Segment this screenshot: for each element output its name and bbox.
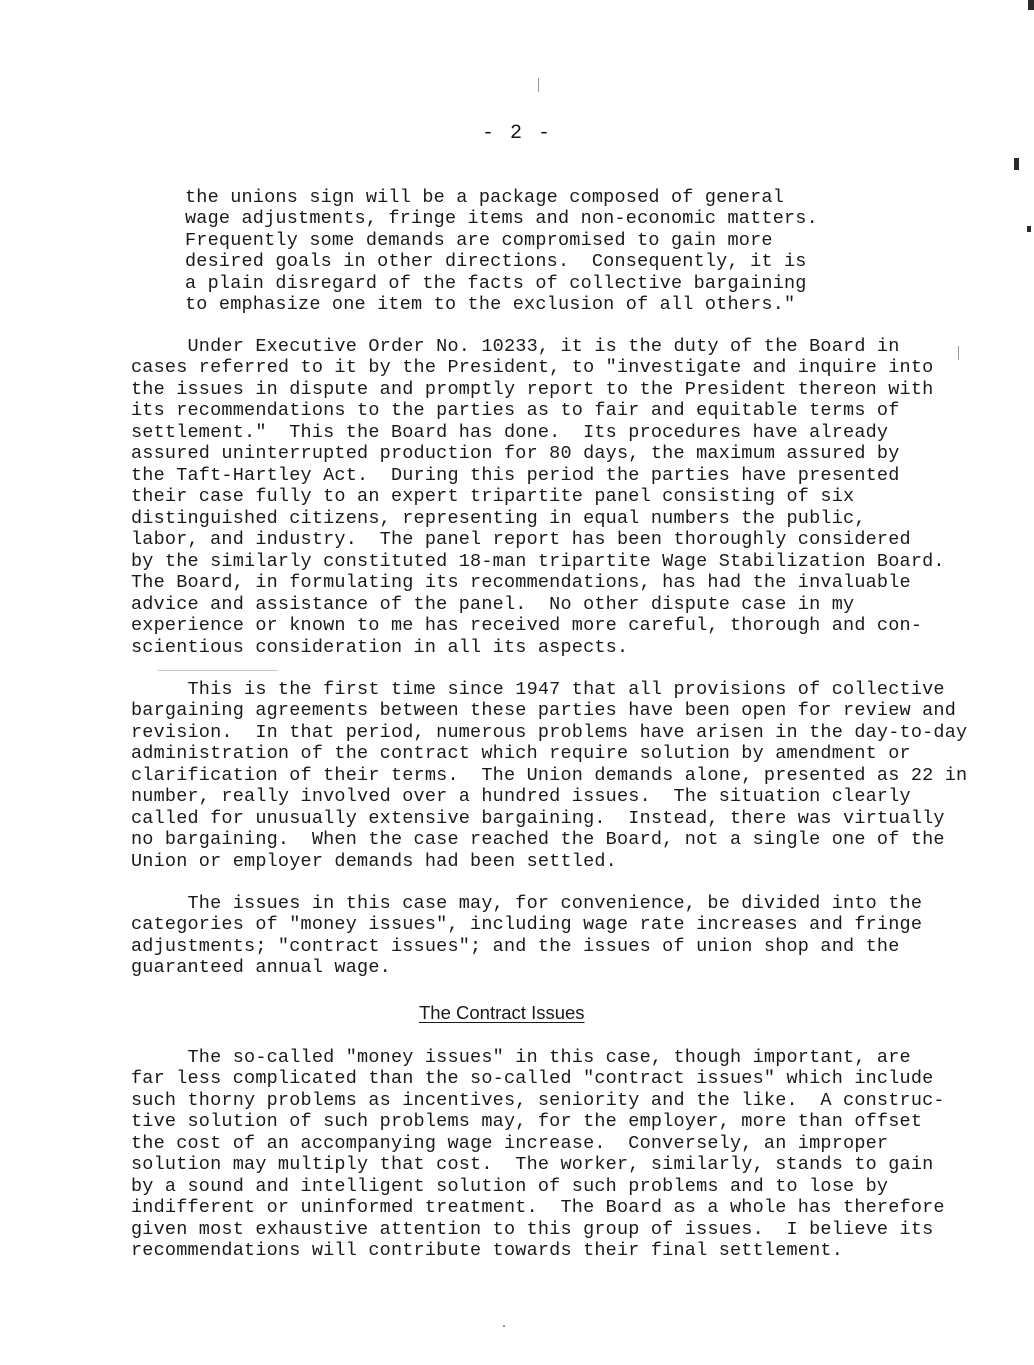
text-line: advice and assistance of the panel. No other dispute case in my <box>131 594 855 615</box>
text-line: Union or employer demands had been settled. <box>131 851 617 872</box>
scan-speck <box>503 1325 505 1327</box>
text-line: wage adjustments, fringe items and non-economic matters. <box>185 208 818 229</box>
section-heading: The Contract Issues <box>419 1002 585 1023</box>
text-line: bargaining agreements between these parties have been open for review and <box>131 700 957 721</box>
text-line: desired goals in other directions. Consequently, it is <box>185 251 807 272</box>
text-line: revision. In that period, numerous problems have arisen in the day-to-day <box>131 722 968 743</box>
scan-edge-mark <box>1028 0 1034 10</box>
scan-speck <box>538 78 539 92</box>
text-line: experience or known to me has received more careful, thorough and con- <box>131 615 923 636</box>
text-line: This is the first time since 1947 that all provisions of collective <box>131 679 945 700</box>
text-line: a plain disregard of the facts of collective bargaining <box>185 273 807 294</box>
text-line: categories of "money issues", including wage rate increases and fringe <box>131 914 923 935</box>
text-line: tive solution of such problems may, for the employer, more than offset <box>131 1111 923 1132</box>
scan-edge-mark <box>1027 226 1031 232</box>
text-line: distinguished citizens, representing in equal numbers the public, <box>131 508 866 529</box>
text-line: administration of the contract which require solution by amendment or <box>131 743 911 764</box>
text-line: Under Executive Order No. 10233, it is the duty of the Board in <box>131 336 900 357</box>
scan-speck <box>958 346 959 360</box>
text-line: cases referred to it by the President, to "investigate and inquire into <box>131 357 934 378</box>
scan-speck <box>158 670 278 671</box>
text-line: its recommendations to the parties as to fair and equitable terms of <box>131 400 900 421</box>
text-line: the cost of an accompanying wage increase. Conversely, an improper <box>131 1133 889 1154</box>
text-line: by a sound and intelligent solution of such problems and to lose by <box>131 1176 889 1197</box>
text-line: adjustments; "contract issues"; and the issues of union shop and the <box>131 936 900 957</box>
text-line: such thorny problems as incentives, seniority and the like. A construc- <box>131 1090 945 1111</box>
text-line: the Taft-Hartley Act. During this period the parties have presented <box>131 465 900 486</box>
text-line: the issues in dispute and promptly report to the President thereon with <box>131 379 934 400</box>
text-line: labor, and industry. The panel report has been thoroughly considered <box>131 529 911 550</box>
text-line: assured uninterrupted production for 80 days, the maximum assured by <box>131 443 900 464</box>
text-line: The Board, in formulating its recommendations, has had the invaluable <box>131 572 911 593</box>
text-line: scientious consideration in all its aspects. <box>131 637 629 658</box>
text-line: guaranteed annual wage. <box>131 957 391 978</box>
scan-edge-mark <box>1014 158 1019 170</box>
text-line: clarification of their terms. The Union demands alone, presented as 22 in <box>131 765 968 786</box>
text-line: number, really involved over a hundred issues. The situation clearly <box>131 786 911 807</box>
text-line: by the similarly constituted 18-man tripartite Wage Stabilization Board. <box>131 551 945 572</box>
text-line: no bargaining. When the case reached the Board, not a single one of the <box>131 829 945 850</box>
text-line: settlement." This the Board has done. Its procedures have already <box>131 422 889 443</box>
text-line: the unions sign will be a package composed of general <box>185 187 784 208</box>
text-line: far less complicated than the so-called "contract issues" which include <box>131 1068 934 1089</box>
text-line: Frequently some demands are compromised to gain more <box>185 230 773 251</box>
text-line: given most exhaustive attention to this group of issues. I believe its <box>131 1219 934 1240</box>
text-line: their case fully to an expert tripartite panel consisting of six <box>131 486 855 507</box>
text-line: solution may multiply that cost. The worker, similarly, stands to gain <box>131 1154 934 1175</box>
text-line: recommendations will contribute towards their final settlement. <box>131 1240 844 1261</box>
text-line: The so-called "money issues" in this case, though important, are <box>131 1047 911 1068</box>
text-line: indifferent or uninformed treatment. The Board as a whole has therefore <box>131 1197 945 1218</box>
text-line: called for unusually extensive bargaining. Instead, there was virtually <box>131 808 945 829</box>
text-line: The issues in this case may, for convenience, be divided into the <box>131 893 923 914</box>
page-number: - 2 - <box>481 122 552 145</box>
text-line: to emphasize one item to the exclusion of all others." <box>185 294 796 315</box>
